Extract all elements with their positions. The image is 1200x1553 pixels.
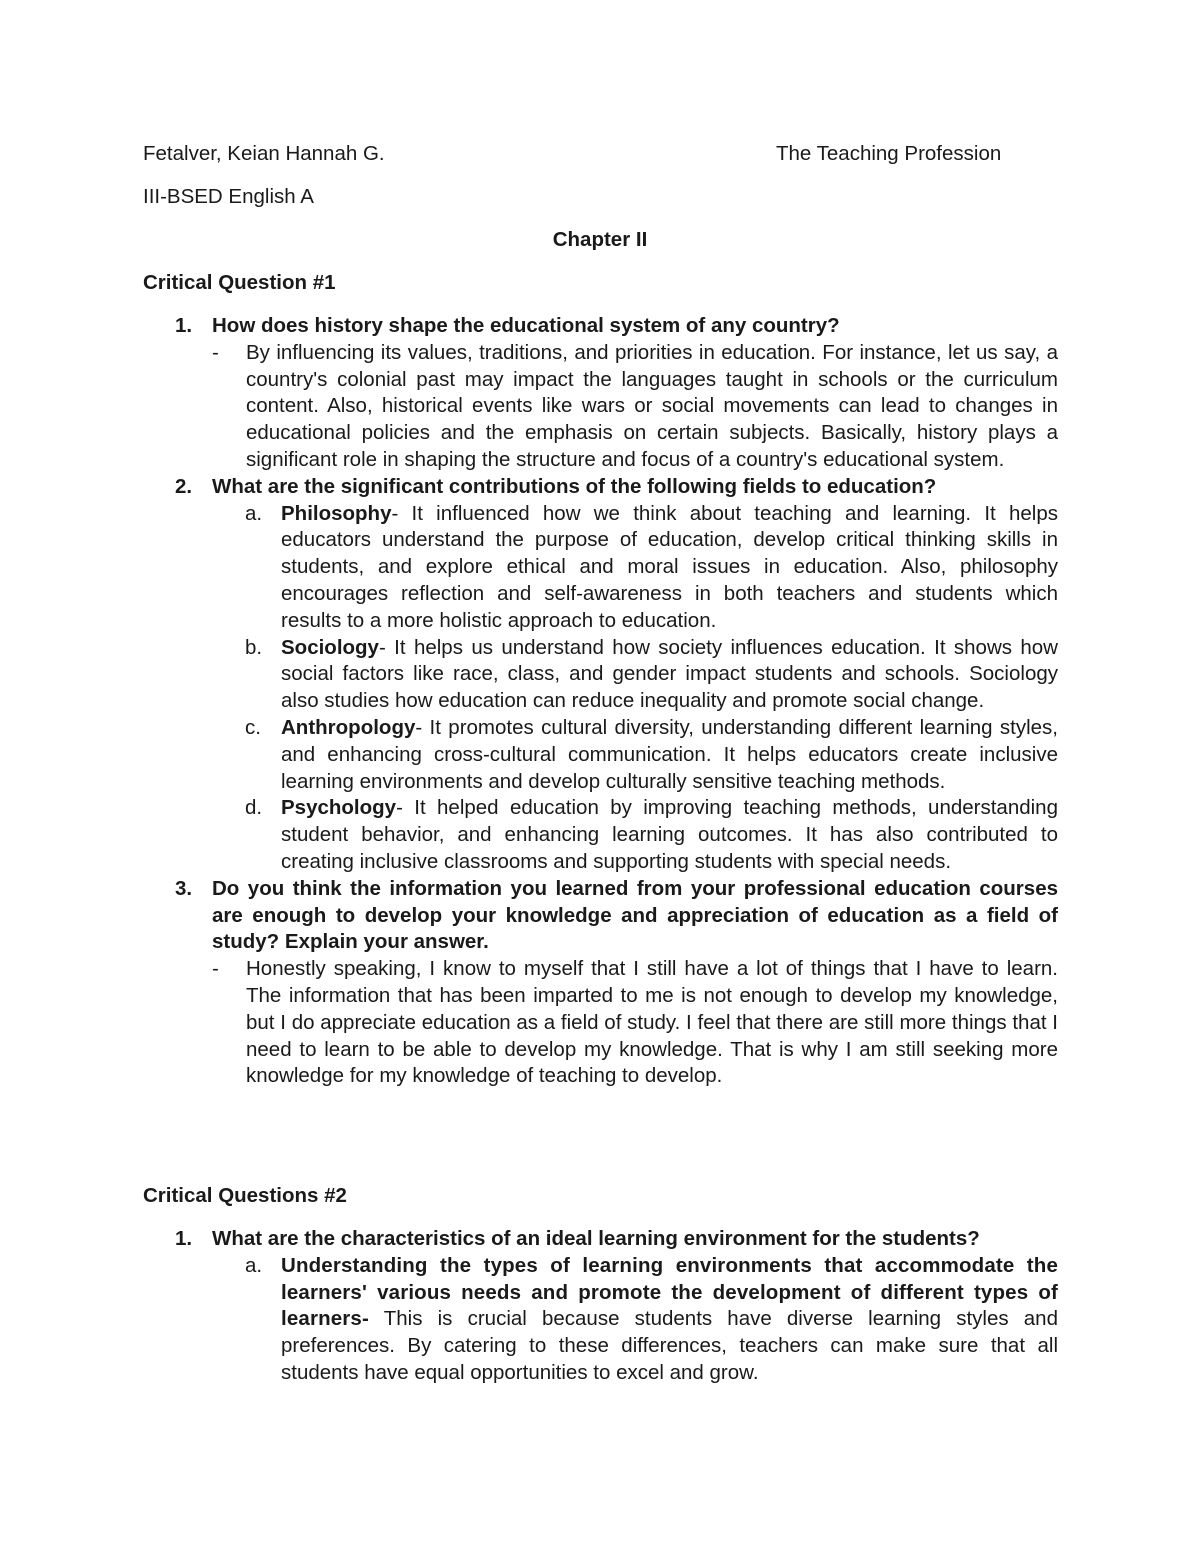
- item-term: Understanding the types of learning environments that accommodate the learners' various needs and promote the development of different types of learners-: [281, 1253, 1058, 1331]
- item-text: - It helped education by improving teaching methods, understanding student behavior, and enhancing learning outcomes. It has also contributed to creating inclusive classrooms and supporting students with special needs.: [281, 796, 1058, 873]
- item-letter: c.: [245, 715, 261, 739]
- item-text: - It helps us understand how society influences education. It shows how social factors like race, class, and gender impact students and schools. Sociology also studies how education can reduce inequality and promote social change.: [281, 635, 1058, 713]
- answer-1: [143, 340, 1058, 474]
- bullet-dash: -: [212, 340, 219, 364]
- list-item-anthropology: [143, 715, 1058, 795]
- answer-3: [143, 956, 1058, 1090]
- critical-question-1-list: [143, 313, 1058, 1090]
- list-item-psychology: [143, 795, 1058, 875]
- item-text: - It promotes cultural diversity, understanding different learning styles, and enhancing cross-cultural communication. It helps educators create inclusive learning environments and develop culturally sensitive teaching methods.: [281, 715, 1058, 793]
- question-1: [143, 313, 1058, 340]
- class-section: III-BSED English A: [143, 185, 314, 208]
- answer-text: Honestly speaking, I know to myself that I still have a lot of things that I have to learn. The information that has been imparted to me is not enough to develop my knowledge, but I do appreciate education as a field of study. I feel that there are still more things that I need to learn to be able to develop my knowledge. That is why I am still seeking more knowledge for my knowledge of teaching to develop.: [246, 957, 1058, 1088]
- course-title: The Teaching Profession: [776, 142, 1002, 165]
- bullet-dash: -: [212, 957, 219, 981]
- question-number: 1.: [175, 314, 193, 337]
- question-text: How does history shape the educational system of any country?: [212, 314, 840, 337]
- item-letter: d.: [245, 796, 263, 820]
- question-text: Do you think the information you learned from your professional education courses are enough to develop your knowledge and appreciation of education as a field of study? Explain your answer.: [212, 876, 1058, 954]
- chapter-heading: Chapter II: [552, 228, 648, 251]
- item-letter: b.: [245, 635, 263, 659]
- list-item-sociology: [143, 635, 1058, 715]
- answer-text: By influencing its values, traditions, and priorities in education. For instance, let us say, a country's colonial past may impact the languages taught in schools or the curriculum content. Also, historical events like wars or social movements can lead to changes in educational policies and the emphasis on certain subjects. Basically, history plays a significant role in shaping the structure and focus of a country's educational system.: [246, 340, 1058, 471]
- item-text: - It influenced how we think about teaching and learning. It helps educators understand the purpose of education, develop critical thinking skills in students, and explore ethical and moral issues in education. Also, philosophy encourages reflection and self-awareness in both teachers and students which results to a more holistic approach to education.: [281, 501, 1058, 632]
- list-item-philosophy: [143, 501, 1058, 635]
- question-1: [143, 1226, 1058, 1253]
- item-text: This is crucial because students have diverse learning styles and preferences. By catering to these differences, teachers can make sure that all students have equal opportunities to excel and grow.: [281, 1307, 1058, 1384]
- critical-question-1-heading: Critical Question #1: [143, 271, 336, 294]
- question-number: 1.: [175, 1227, 193, 1250]
- critical-question-2-list: [143, 1226, 1058, 1387]
- question-number: 2.: [175, 474, 193, 498]
- question-text: What are the characteristics of an ideal learning environment for the students?: [212, 1227, 980, 1250]
- document-header: [0, 141, 1200, 168]
- list-item-learning-environments: [143, 1253, 1058, 1387]
- item-term: Philosophy: [281, 501, 392, 525]
- critical-question-2-heading: Critical Questions #2: [143, 1184, 347, 1207]
- question-number: 3.: [175, 876, 193, 900]
- question-text: What are the significant contributions of the following fields to education?: [212, 474, 937, 498]
- item-term: Anthropology: [281, 715, 416, 739]
- question-2: [143, 474, 1058, 501]
- item-term: Psychology: [281, 796, 397, 820]
- question-3: [143, 876, 1058, 956]
- item-term: Sociology: [281, 635, 379, 659]
- item-letter: a.: [245, 501, 263, 525]
- author-name: Fetalver, Keian Hannah G.: [143, 142, 385, 165]
- item-letter: a.: [245, 1253, 263, 1277]
